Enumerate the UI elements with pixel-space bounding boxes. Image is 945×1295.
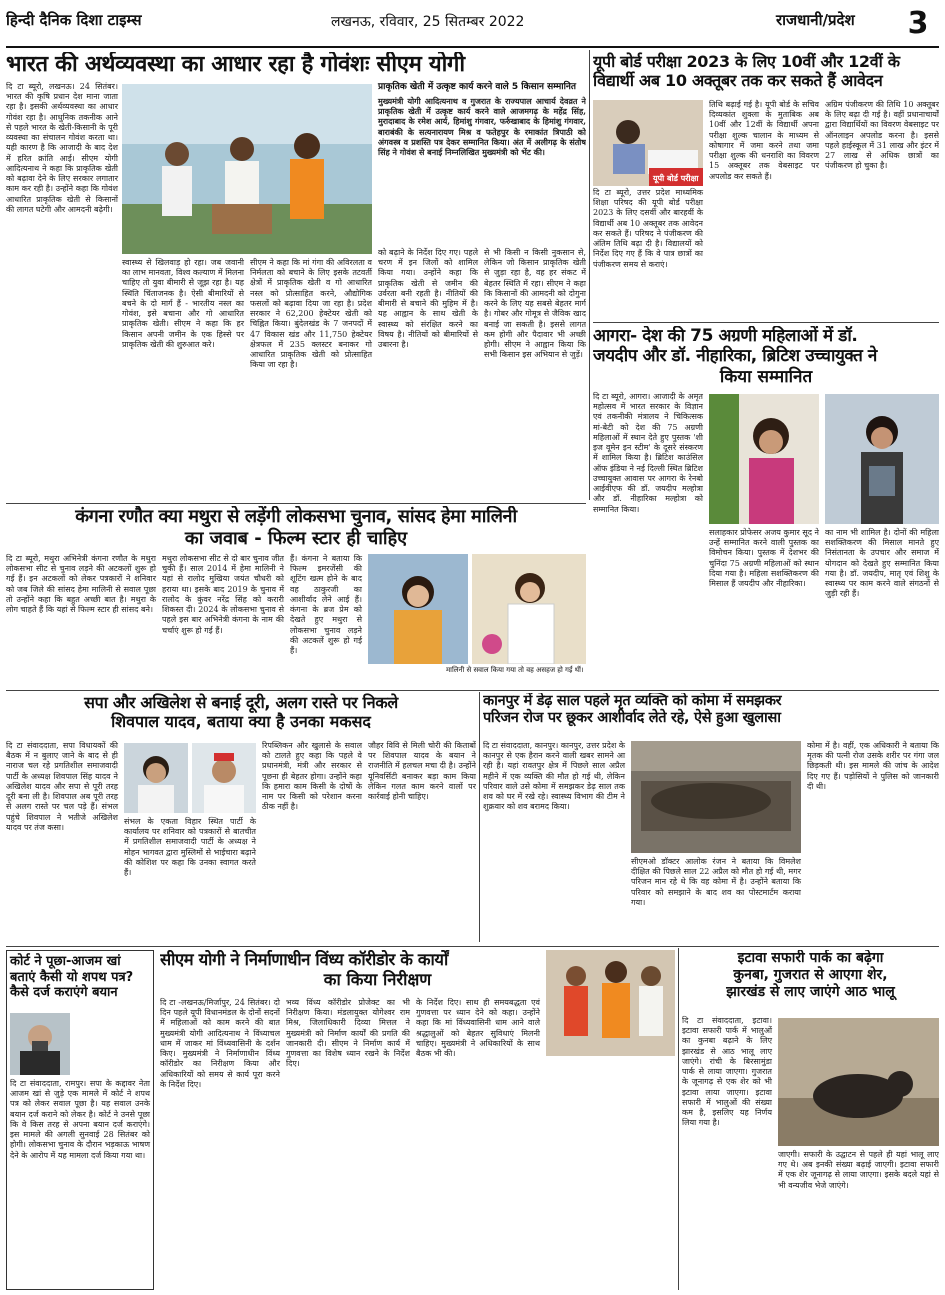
- headline-line-1: आगरा- देश की 75 अग्रणी महिलाओं में डॉ.: [593, 326, 858, 346]
- story-etawah-safari: [682, 950, 939, 1290]
- headline-line-2: जयदीप और डॉ. नीहारिका, ब्रिटिश उच्चायुक्त ने: [593, 346, 877, 367]
- headline-line-1: कोर्ट ने पूछा-आजम खां: [10, 954, 121, 969]
- photo-cm-inspection: [546, 950, 675, 1056]
- section-rule: [6, 946, 939, 947]
- photo-kanpur-body: [631, 741, 801, 853]
- dateline: लखनऊ, रविवार, 25 सितम्बर 2022: [331, 14, 525, 30]
- article-col-3: का नाम भी शामिल है। दोनों की महिला सशक्तिकरण की मिसाल मानते हुए निसंतानता के उपचार और समाज में योगदान को देखते हुए सम्मानित किया गया है। डॉ. जयदीप, मातृ एवं शिशु के स्वास्थ्य पर काम करने वाले संगठनों से जुड़ी रही हैं।: [825, 528, 939, 599]
- article-col-2: संभल के एकता विहार स्थित पार्टी के कार्यालय पर शनिवार को पत्रकारों से बातचीत में प्रगतिशील समाजवादी पार्टी के अध्यक्ष ने मोहन भागवत द्वारा मुस्लिमों से भाईचारा बढ़ाने की कोशिश पर कहा कि उनका स्वागत करते हैं।: [124, 817, 256, 878]
- article-body: दि टा संवाददाता, रामपुर। सपा के कद्दावर नेता आजम खां से जुड़े एक मामले में कोर्ट ने शपथ पत्र को लेकर सवाल पूछा है। यह सवाल उनके बयान दर्ज कराने को लेकर है। कोर्ट ने उनसे पूछा कि वे किस तरह से अपना बयान दर्ज कराएंगे। इस मामले की अगली सुनवाई 28 सितंबर को होगी। लोकसभा चुनाव के दौरान भड़काऊ भाषण देने के आरोप में यह मामला दर्ज किया गया था।: [10, 1079, 150, 1160]
- story-kangana: [6, 506, 586, 688]
- article-col-2: सीएमओ डॉक्टर आलोक रंजन ने बताया कि विमलेश दीक्षित की पिछले साल 22 अप्रैल को मौत हो गई थी, मगर परिजन मान रहे थे कि वह कोमा में है। उन्होंने बताया कि परिवार को समझाने के बाद शव का पोस्टमार्टम कराया गया।: [631, 857, 801, 907]
- article-col-4: जौहर विवि से मिली चोरी की किताबों पर शिवपाल यादव के बयान ने राजनीति में हलचल मचा दी है। उन्होंने यूनिवर्सिटी बनाकर बड़ा काम किया लेकिन गलत काम करने वालों पर कार्रवाई होनी चाहिए।: [368, 741, 476, 802]
- article-col-1: दि टा संवाददाता, कानपुर। कानपुर, उत्तर प्रदेश के कानपुर से एक हैरान करने वाली खबर सामने आ रही है। यहां रावतपुर क्षेत्र में पिछले साल अप्रैल महीने में एक व्यक्ति की मौत हो गई थी, लेकिन परिवार वाले उसे कोमा में समझकर डेढ़ साल तक शव को घर में रखे रहे। स्वास्थ्य विभाग की टीम ने शुक्रवार को शव बरामद किया।: [483, 741, 625, 812]
- paper-name: हिन्दी दैनिक दिशा टाइम्स: [6, 11, 142, 29]
- page-number: 3: [907, 6, 929, 41]
- masthead: [6, 4, 939, 48]
- story-shivpal: [6, 693, 476, 943]
- column-rule: [589, 50, 590, 500]
- headline-line-2: विद्यार्थी अब 10 अक्तूबर तक कर सकते हैं आवेदन: [593, 71, 883, 91]
- story-gauvansh: [6, 52, 586, 500]
- article-col-1: दि टा संवाददाता, इटावा। इटावा सफारी पार्क में भालुओं का कुनबा बढ़ाने के लिए झारखंड से आठ भालू लाए जाएंगे। रांची के बिरसामुंडा पार्क से लाया जाएगा। गुजरात के जूनागढ़ से एक शेर को भी इटावा लाया जाएगा। इटावा सफारी में भालुओं की संख्या कम है, इसलिए यह निर्णय लिया गया है।: [682, 1016, 772, 1128]
- article-col-3: सीएम ने कहा कि मां गंगा की अविरलता व निर्मलता को बचाने के लिए इसके तटवर्ती क्षेत्रों में प्राकृतिक खेती व गो आधारित नस्ल को प्रोत्साहित करने, औद्योगिक फसलों को बढ़ावा दिया जा रहा है। प्रदेश सरकार ने 62,200 हेक्टेयर खेती को चिह्नित किया। बुंदेलखंड के 7 जनपदों में 47 विकास खंड और 11,750 हेक्टेयर क्षेत्रफल में 235 क्लस्टर बनाकर गो आधारित प्राकृतिक खेती को प्रोत्साहित किया जा रहा है।: [250, 258, 372, 370]
- photo-kangana: [472, 554, 586, 664]
- photo-akhilesh: [124, 743, 188, 813]
- article-col-1: दि टा ब्यूरो, लखनऊ। 24 सितंबर। भारत की कृषि प्रधान देश माना जाता रहा है। इसकी अर्थव्यवस्था का आधार गोवंश रहा है। आधुनिक तकनीक आने से पहले भारत के खेती-किसानी के पूरी व्यवस्था का संचालन गोवंश करता था। यही कारण है कि आजादी के बाद देश में हरित क्रांति आई। सीएम योगी आदित्यनाथ ने कहा कि प्राकृतिक खेती को बढ़ावा देने के लिए सरकार लगातार काम कर रही है। उन्होंने कहा कि गोवंश आधारित प्राकृतिक खेती से किसानों की लागत घटेगी और आमदनी बढ़ेगी।: [6, 82, 118, 214]
- headline-line-2: का किया निरीक्षण: [323, 969, 432, 989]
- headline-line-2: बताएं कैसी यो शपथ पत्र?: [10, 969, 134, 985]
- headline-line-2: परिजन रोज पर छूकर आशीर्वाद लेते रहे, ऐसे हुआ खुलासा: [483, 710, 781, 727]
- article-col-1: दि टा -लखनऊ/मिर्जापुर, 24 सितंबर। दो दिन पहले यूपी विधानमंडल के दोनों सदनों में महिलाओं को काम करने की बात मुख्यमंत्री योगी आदित्यनाथ ने विंध्याचल धाम में जाकर मां विंध्यवासिनी के दर्शन किए। मुख्यमंत्री ने निर्माणाधीन विंध्य कॉरीडोर का निरीक्षण किया और अधिकारियों को समय से कार्य पूरा करने के निर्देश दिए।: [160, 998, 280, 1089]
- article-col-2: सलाहकार प्रोफेसर अजय कुमार सूद ने उन्हें सम्मानित करने वाली पुस्तक का विमोचन किया। पुस्तक में देशभर की चुनिंदा 75 अग्रणी महिलाओं को स्थान दिया गया है। महिला सशक्तिकरण की मिसाल हैं जयदीप और नीहारिका।: [709, 528, 819, 589]
- column-rule: [479, 692, 480, 942]
- section-label: राजधानी/प्रदेश: [776, 11, 855, 29]
- headline-line-1: सीएम योगी ने निर्माणाधीन विंध्य कॉरीडोर के कार्यों: [160, 950, 448, 969]
- article-col-2: मथुरा लोकसभा सीट से दो बार चुनाव जीत चुकी हैं। साल 2014 में हेमा मालिनी ने यहां से रालोद मुखिया जयंत चौधरी को हराया था। इसके बाद 2019 के चुनाव में रालोद के कुंवर नरेंद्र सिंह को करारी शिकस्त दी। 2024 के लोकसभा चुनाव से पहले इस बार अभिनेत्री कंगना के नाम की चर्चाएं शुरू हो गई हैं।: [162, 554, 284, 635]
- article-col-2: भव्य विंध्य कॉरीडोर प्रोजेक्ट का भी निरीक्षण किया। मंडलायुक्त योगेश्वर राम मिश्र, जिलाधिकारी दिव्या मित्तल ने मुख्यमंत्री को निर्माण कार्यों की प्रगति की जानकारी दी। सीएम ने निर्माण कार्य में गुणवत्ता का विशेष ध्यान रखने के निर्देश दिए।: [286, 998, 410, 1069]
- section-rule: [593, 322, 939, 323]
- headline-line-1: इटावा सफारी पार्क का बढ़ेगा: [737, 950, 884, 966]
- story-azam-khan: [6, 950, 154, 1290]
- headline-line-1: सपा और अखिलेश से बनाई दूरी, अलग रास्ते पर निकले: [84, 693, 398, 712]
- article-col-4: को बढ़ाने के निर्देश दिए गए। पहले चरण में इन जिलों को शामिल किया गया। उन्होंने कहा कि प्राकृतिक खेती से जमीन की उर्वरता बनी रहती है। नीतियों की बीमारी से बचाने की मुहिम में है। यह आह्वान के साथ खेती के स्वास्थ्य को संरक्षित करने का विषय है। नीतियों को बीमारियों से उबारना है।: [378, 248, 478, 350]
- headline-line-1: यूपी बोर्ड परीक्षा 2023 के लिए 10वीं और 12वीं के: [593, 52, 900, 71]
- headline-line-2: का जवाब - फिल्म स्टार ही चाहिए: [184, 527, 408, 549]
- section-rule: [6, 503, 586, 504]
- column-rule: [678, 948, 679, 1290]
- article-col-3: हैं। कंगना ने बताया कि फिल्म इमरजेंसी की शूटिंग खत्म होने के बाद वह ठाकुरजी का आशीर्वाद लेने आई हैं। कंगना के ब्रज प्रेम को देखते हुए मथुरा से लोकसभा चुनाव लड़ने की अटकलें शुरू हो गई हैं।: [290, 554, 362, 656]
- subhead: प्राकृतिक खेती में उत्कृष्ट कार्य करने वाले 5 किसान सम्मानित: [378, 82, 577, 92]
- photo-shivpal: [192, 743, 256, 813]
- subhead-intro: मुख्यमंत्री योगी आदित्यनाथ व गुजरात के राज्यपाल आचार्य देवव्रत ने प्राकृतिक खेती में उत्कृष्ट कार्य करने वाले आजमगढ़ के महेंद्र सिंह, मुरादाबाद के रमेश आर्य, हिमांशु गंगवार, फर्रुखाबाद के हिमांशु गंगवार, बाराबंकी के सत्यनारायण मिश्र व फतेहपुर के रमाकांत त्रिपाठी को अंगवस्त्र व प्रशस्ति पत्र देकर सम्मानित किया। अंत में अलीगढ़ के संतोष सिंह ने गोवंश से बनाई निम्नलिखित मुख्यमंत्री को भेंट की।: [378, 96, 586, 158]
- headline: भारत की अर्थव्यवस्था का आधार रहा है गोवंशः सीएम योगी: [6, 52, 465, 77]
- article-col-2: तिथि बढ़ाई गई है। यूपी बोर्ड के सचिव दिव्यकांत शुक्ला के मुताबिक अब 10वीं और 12वीं के विद्यार्थी अपना परीक्षा शुल्क चालान के माध्यम से कोषागार में जमा करने तथा जमा परीक्षा शुल्क की धनराशि का विवरण 15 अक्तूबर तक वेबसाइट पर अपलोड कर सकते हैं।: [709, 100, 819, 181]
- article-col-1: दि टा ब्यूरो, उत्तर प्रदेश माध्यमिक शिक्षा परिषद की यूपी बोर्ड परीक्षा 2023 के लिए दसवीं और बारहवीं के विद्यार्थी अब 10 अक्तूबर तक आवेदन कर सकते हैं। परिषद ने पंजीकरण की अंतिम तिथि बढ़ा दी है। विद्यालयों को निर्देश दिए गए हैं कि वे पात्र छात्रों का पंजीकरण समय से कराएं।: [593, 188, 703, 269]
- headline-line-3: किया सम्मानित: [719, 366, 813, 387]
- headline-line-2: कुनबा, गुजरात से आएगा शेर,: [733, 966, 888, 983]
- article-col-3: कोमा में है। वहीं, एक अधिकारी ने बताया कि मृतक की पत्नी रोज उसके शरीर पर गंगा जल छिड़कती थी। इस मामले की जांच के आदेश दिए गए हैं। पड़ोसियों ने पुलिस को जानकारी दी थी।: [807, 741, 939, 791]
- story-up-board: [593, 52, 939, 320]
- photo-azam-khan: [10, 1013, 70, 1075]
- photo-dr-niharika: [825, 394, 939, 524]
- article-col-2: जाएगी। सफारी के उद्घाटन से पहले ही यहां भालू लाए गए थे। अब इनकी संख्या बढ़ाई जाएगी। इटावा सफारी में एक शेर जूनागढ़ से लाया जाएगा। इसके बदले यहां से भी वन्यजीव भेजे जाएंगे।: [778, 1150, 939, 1190]
- story-agra-women: [593, 326, 939, 746]
- section-rule: [6, 690, 939, 691]
- article-col-2: स्वास्थ्य से खिलवाड़ हो रहा। जब जवानी का लाभ मानवता, विश्व कल्याण में मिलना चाहिए तो युवा बीमारी से जूझ रहा है। यह स्थिति चिंताजनक है। ऐसी बीमारियों से बचने के दो मार्ग हैं - भारतीय नस्ल का गोवंश, इसे बचाना और गो आधारित प्राकृतिक खेती। सीएम ने कहा कि हर किसान अपनी जमीन के एक हिस्से पर प्राकृतिक खेती की शुरुआत करे।: [122, 258, 244, 349]
- article-col-1: दि टा संवाददाता, सपा विधायकों की बैठक में न बुलाए जाने के बाद से ही नाराज चल रहे प्रगतिशील समाजवादी पार्टी के अध्यक्ष शिवपाल सिंह यादव ने अखिलेश यादव और सपा से पूरी तरह दूरी बना ली है। शिवपाल अब पूरी तरह से अलग रास्ते पर चल पड़े हैं। संभल पहुंचे शिवपाल ने भतीजे अखिलेश यादव पर तंज कसा।: [6, 741, 118, 832]
- article-col-3: रिपब्लिकन और खुलासे के सवाल को टालते हुए कहा कि पहले वे प्रधानमंत्री, मंत्री और सरकार से पूछना ही बेहतर होगा। उन्होंने कहा कि हमारा काम किसी के दोषों के नाम पर किसी को परेशान करना ठीक नहीं है।: [262, 741, 362, 812]
- story-vindhya-corridor: [160, 950, 675, 1290]
- headline-line-3: कैसे दर्ज कराएंगे बयान: [10, 985, 118, 1001]
- article-col-5: से भी किसी न किसी नुकसान से, लेकिन जो किसान प्राकृतिक खेती से जुड़ा रहा है, वह हर संकट में बेहतर स्थिति में रहा। सीएम ने कहा कि किसानों की आमदनी को दोगुना करने के लिए यह सबसे बेहतर मार्ग है। गोबर और गोमूत्र से जैविक खाद बनाई जा सकती है। इससे लागत कम होगी और पैदावार भी अच्छी होगी। सीएम ने आह्वान किया कि सभी किसान इस अभियान से जुड़ें।: [484, 248, 586, 360]
- photo-label: यूपी बोर्ड परीक्षा: [653, 174, 699, 183]
- article-col-3: के निर्देश दिए। साथ ही समयबद्धता एवं गुणवत्ता पर ध्यान देने को कहा। उन्होंने कहा कि मां विंध्यवासिनी धाम आने वाले श्रद्धालुओं को बेहतर सुविधाएं मिलनी चाहिए। मुख्यमंत्री ने अधिकारियों के साथ बैठक भी की।: [416, 998, 540, 1059]
- story-kanpur: [483, 693, 939, 943]
- headline-line-2: शिवपाल यादव, बताया क्या है उनका मकसद: [111, 712, 371, 732]
- headline-line-3: झारखंड से लाए जाएंगे आठ भालू: [726, 983, 895, 1000]
- article-col-1: दि टा ब्यूरो, आगरा। आजादी के अमृत महोत्सव में भारत सरकार के विज्ञान एवं तकनीकी मंत्रालय ने चिकित्सक मां-बेटी को देश की 75 अग्रणी महिलाओं में स्थान देते हुए पुस्तक 'शी इज वूमेन इन स्टीम' के दूसरे संस्करण में शामिल किया है। ब्रिटिश काउंसिल ऑफ इंडिया ने नई दिल्ली स्थित ब्रिटिश उच्चायुक्त आवास पर आगरा के रेनबो आईवीएफ की डॉ. जयदीप मल्होत्रा और डॉ. नीहारिका मल्होत्रा को सम्मानित किया।: [593, 392, 703, 514]
- photo-cm-event: [122, 84, 372, 254]
- photo-bear: [778, 1018, 939, 1146]
- article-col-1: दि टा ब्यूरो, मथुरा अभिनेत्री कंगना रणौत के मथुरा लोकसभा सीट से चुनाव लड़ने की अटकलों शुरू हो गई हैं। इन अटकलों को लेकर पत्रकारों ने शनिवार को जब जिले की सांसद हेमा मालिनी से सवाल पूछा तो उन्होंने कहा कि बहुत अच्छी बात है। मथुरा के लोग चाहते हैं कि यहां से फिल्म स्टार ही सांसद बने।: [6, 554, 156, 615]
- photo-hema-malini: [368, 554, 468, 664]
- headline-line-1: कंगना रणौत क्या मथुरा से लड़ेंगी लोकसभा चुनाव, सांसद हेमा मालिनी: [75, 506, 517, 527]
- photo-dr-jaydeep: [709, 394, 819, 524]
- headline-line-1: कानपुर में डेढ़ साल पहले मृत व्यक्ति को कोमा में समझकर: [483, 693, 782, 709]
- article-col-3: अग्रिम पंजीकरण की तिथि 10 अक्तूबर के लिए बढ़ा दी गई है। वहीं प्रधानाचार्यों द्वारा विद्यार्थियों का विवरण वेबसाइट पर ऑनलाइन अपलोड करना है। इससे पहले हाईस्कूल में 31 लाख और इंटर में 27 लाख से अधिक छात्रों का पंजीकरण हो चुका है।: [825, 100, 939, 171]
- photo-caption: मालिनी से सवाल किया गया तो वह असहज हो गईं थीं।: [446, 666, 584, 674]
